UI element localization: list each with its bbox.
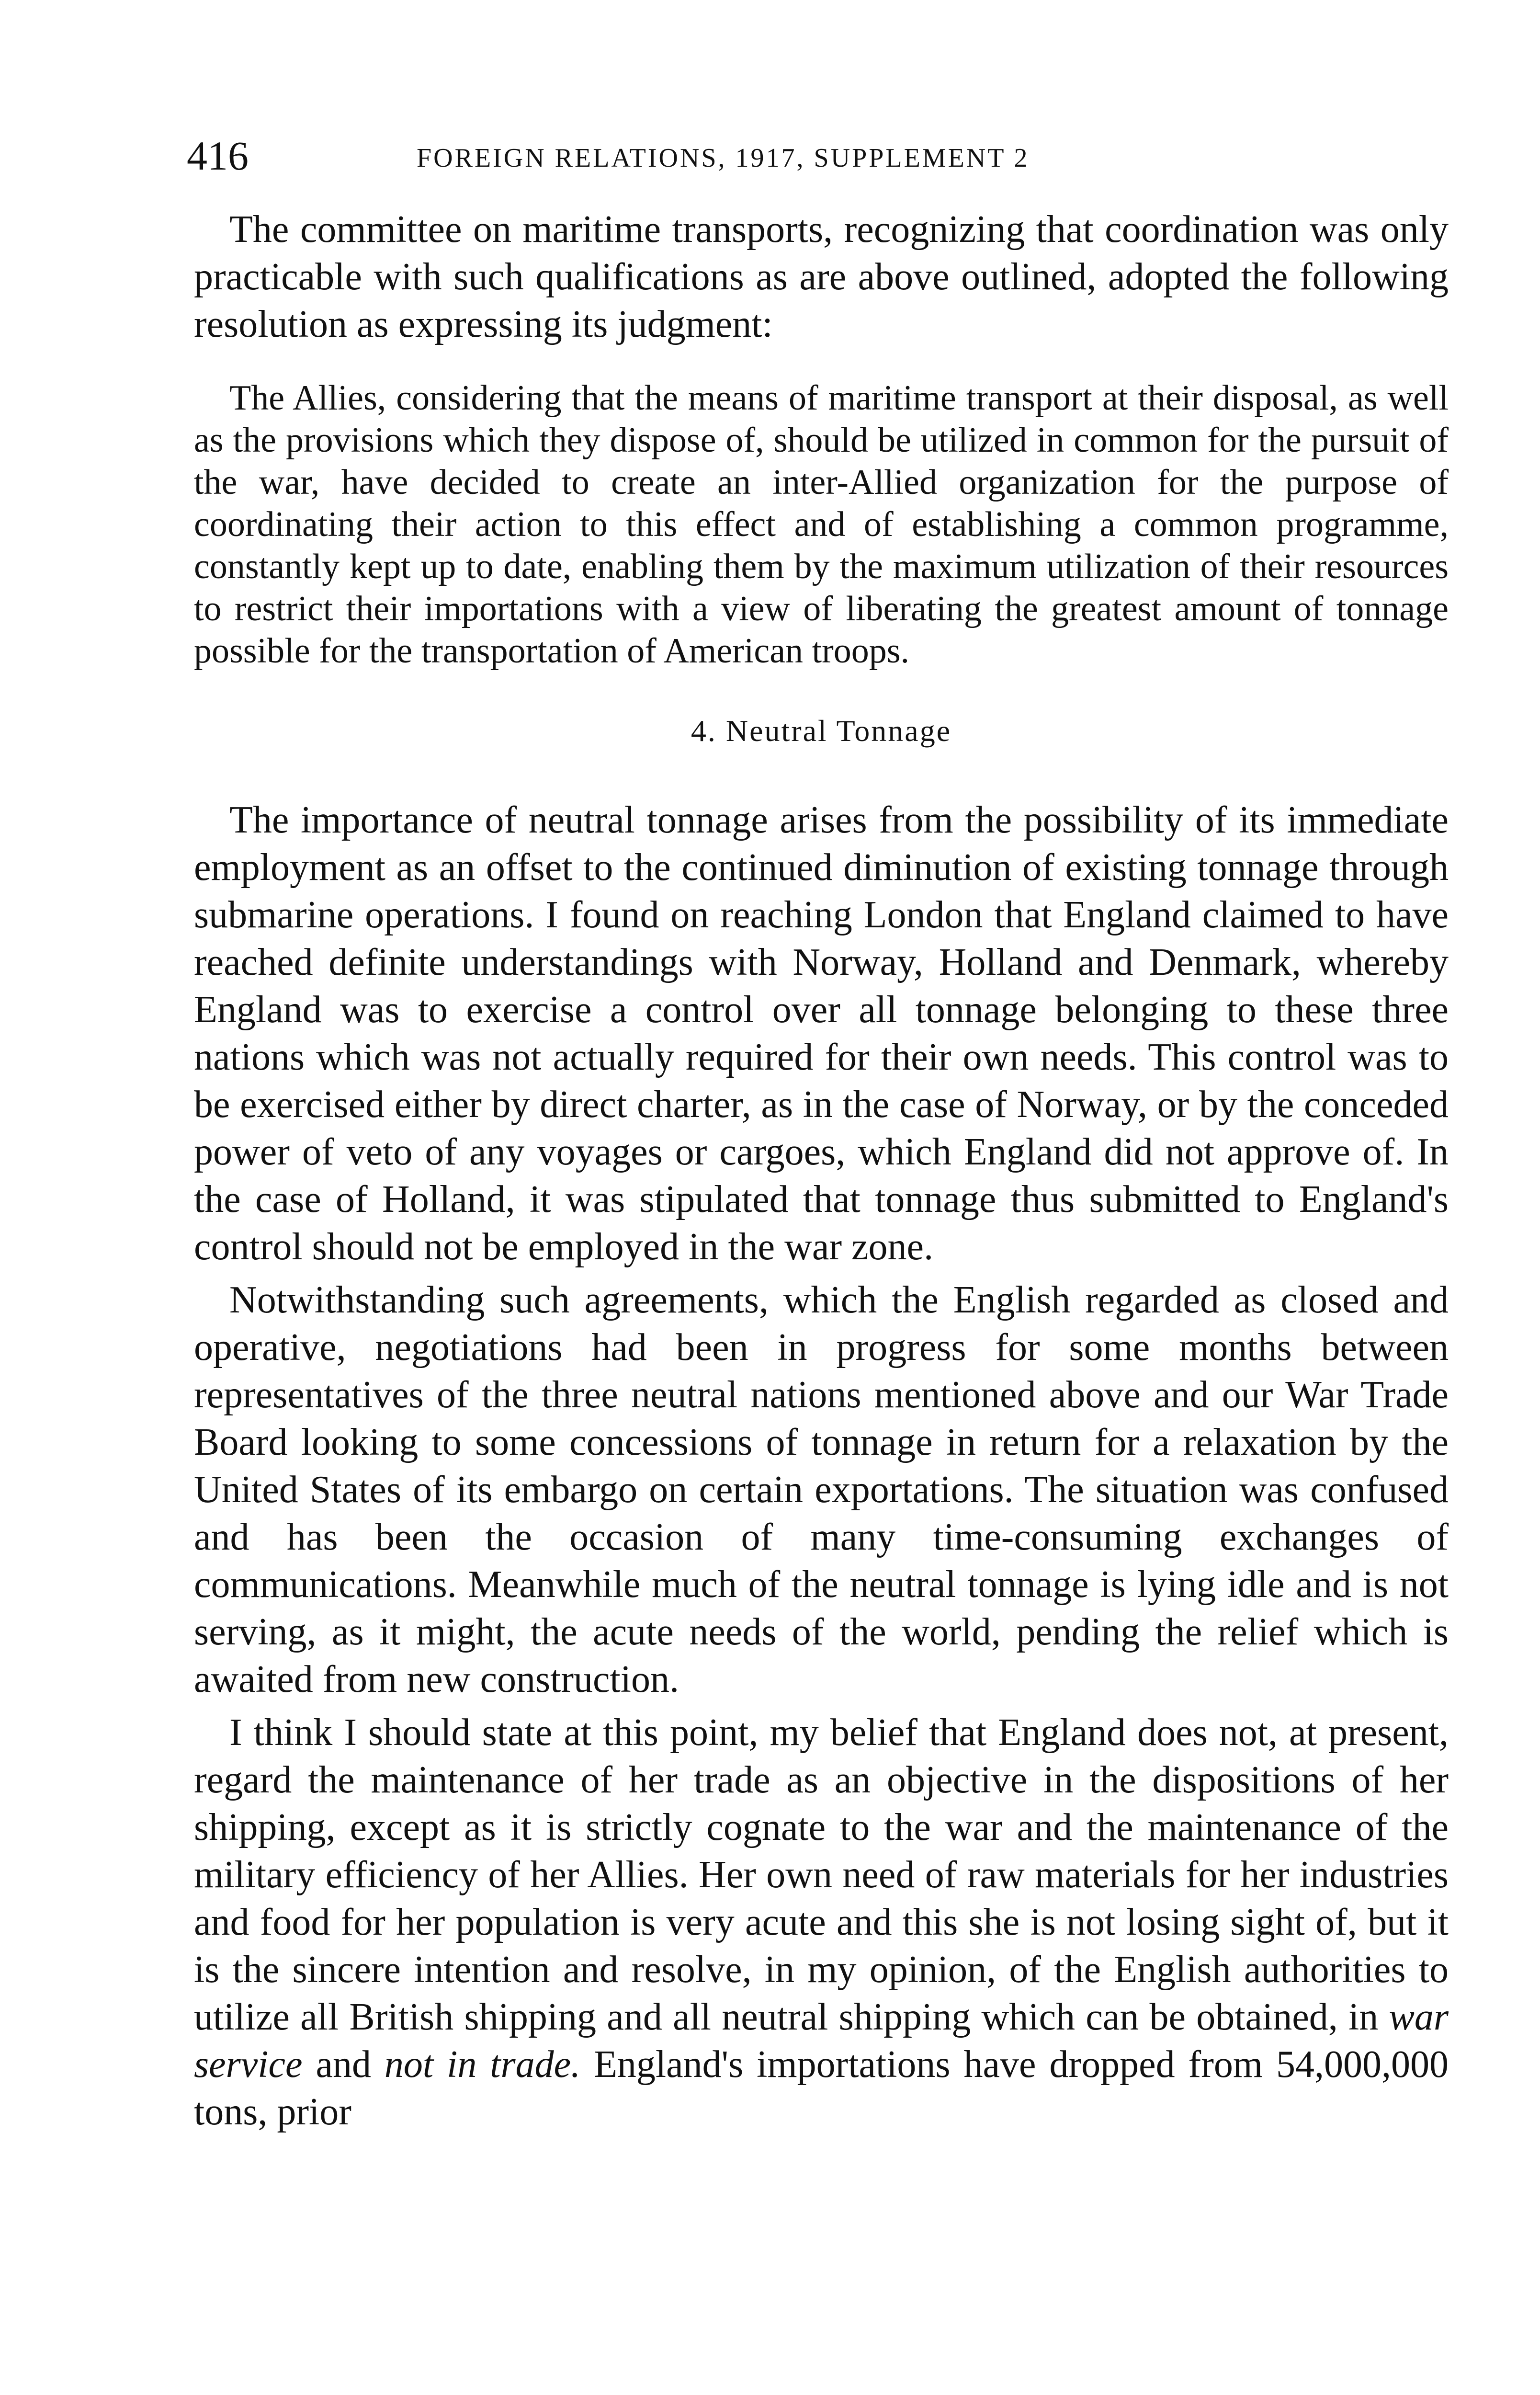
page-number: 416 (187, 133, 249, 179)
section-heading: 4. Neutral Tonnage (691, 714, 952, 748)
paragraph-committee: The committee on maritime transports, recognizing that coordination was only practicable with such qualifications as are above outlined, adopted the following resolution as expressing its judgment: (194, 208, 1449, 345)
running-head (187, 129, 1360, 182)
paragraph-neutral-tonnage: The importance of neutral tonnage arises from the possibility of its immediate employment as an offset to the continued diminution of existing tonnage through submarine operations. I found on reaching London that England claimed to have reached definite understandings with Norway, Holland and Denmark, whereby England was to exercise a control over all tonnage belonging to these three nations which was not actually required for their own needs. This control was to be exercised either by direct charter, as in the case of Norway, or by the conceded power of veto of any voyages or cargoes, which England did not approve of. In the case of Holland, it was stipulated that tonnage thus submitted to England's control should not be employed in the war zone. (194, 799, 1449, 1268)
italic-war-service: war service (194, 1996, 1449, 2086)
paragraph-belief-text-start: I think I should state at this point, my belief that England does not, at present, regard the maintenance of her trade as an objective in the dispositions of her shipping, except as it is strictly cognate to the war and the maintenance of the military efficiency of her Allies. Her own need of raw materials for her industries and food for her population is very acute and this she is not losing sight of, but it is the sincere intention and resolve, in my opinion, of the English authorities to utilize all British shipping and all neutral shipping which can be obtained, in (194, 1711, 1449, 2038)
paragraph-belief-text-end: England's importations have dropped from 54,000,000 tons, prior (194, 2043, 1449, 2133)
paragraph-belief-text-middle: and (302, 2043, 385, 2086)
running-head-title: FOREIGN RELATIONS, 1917, SUPPLEMENT 2 (417, 143, 1030, 173)
document-body (194, 206, 1449, 2136)
paragraph-agreements: Notwithstanding such agreements, which the English regarded as closed and operative, negotiations had been in progress for some months between representatives of the three neutral nations mentioned above and our War Trade Board looking to some concessions of tonnage in return for a relaxation by the United States of its embargo on certain exportations. The situation was confused and has been the occasion of many time-consuming exchanges of communications. Meanwhile much of the neutral tonnage is lying idle and is not serving, as it might, the acute needs of the world, pending the relief which is awaited from new construction. (194, 1279, 1449, 1700)
resolution-quotation: The Allies, considering that the means of maritime transport at their disposal, as well as the provisions which they dispose of, should be utilized in common for the pursuit of the war, have decided to create an inter-Allied organization for the purpose of coordinating their action to this effect and of establishing a common programme, constantly kept up to date, enabling them by the maximum utilization of their resources to restrict their importations with a view of liberating the greatest amount of tonnage possible for the transportation of American troops. (194, 378, 1449, 671)
italic-not-in-trade: not in trade. (384, 2043, 581, 2086)
paragraph-belief (194, 1709, 1449, 2136)
